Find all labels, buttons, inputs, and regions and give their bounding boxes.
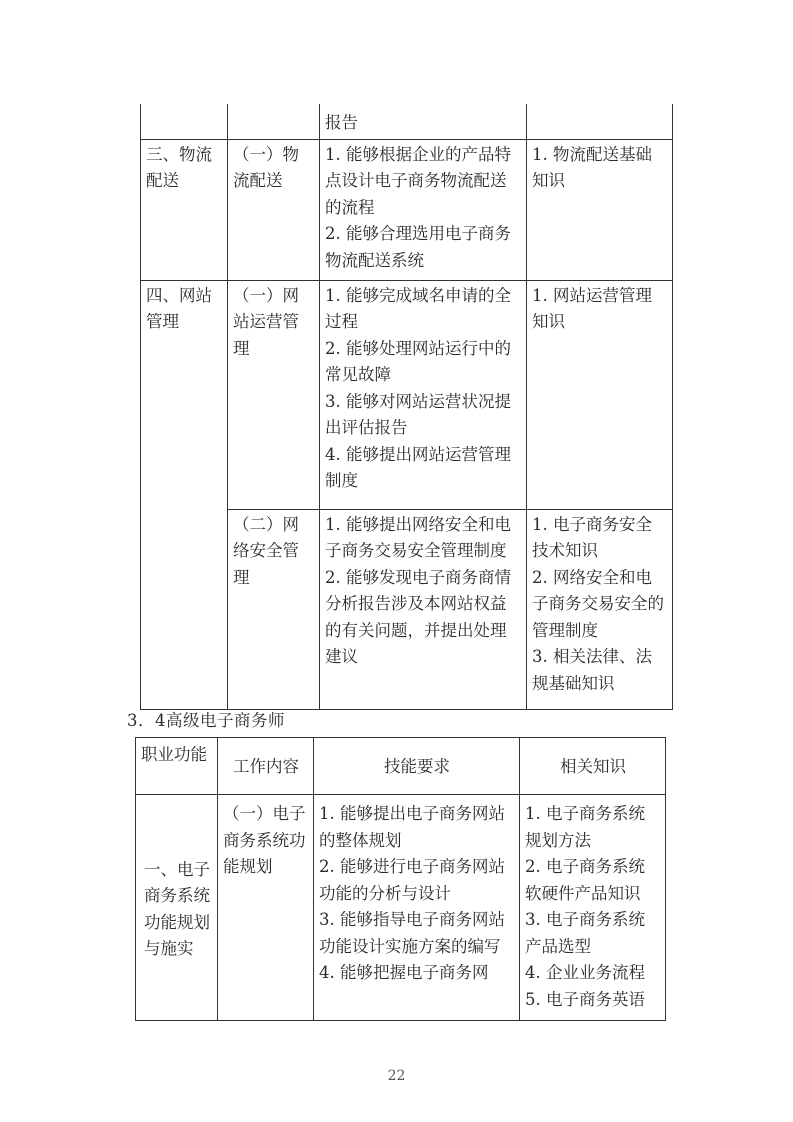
header-skills: 技能要求 xyxy=(314,738,520,795)
page-number: 22 xyxy=(387,1068,406,1084)
knowledge-cell: 1. 物流配送基础知识 xyxy=(527,139,673,280)
content-cell xyxy=(228,104,320,139)
function-cell: 一、电子商务系统功能规划与施实 xyxy=(136,795,218,1021)
skills-cell: 1. 能够完成域名申请的全过程 2. 能够处理网站运行中的常见故障 3. 能够对网站运营状况提出评估报告 4. 能够提出网站运营管理制度 xyxy=(320,280,527,509)
section-heading: 3．4高级电子商务师 xyxy=(127,711,285,730)
content-cell: （一）电子商务系统功能规划 xyxy=(218,795,314,1021)
knowledge-cell: 1. 电子商务系统规划方法 2. 电子商务系统软硬件产品知识 3. 电子商务系统产品选型 4. 企业业务流程 5. 电子商务英语 xyxy=(520,795,666,1021)
skills-cell: 1. 能够根据企业的产品特点设计电子商务物流配送的流程 2. 能够合理选用电子商务物流配送系统 xyxy=(320,139,527,280)
function-cell: 四、网站管理 xyxy=(141,280,228,709)
table-row xyxy=(141,280,673,509)
knowledge-cell: 1. 网站运营管理知识 xyxy=(527,280,673,509)
table-header-row xyxy=(136,738,666,795)
table-row xyxy=(141,139,673,280)
skills-table-continued xyxy=(140,104,673,710)
content-cell: （二）网络安全管理 xyxy=(228,509,320,709)
header-function: 职业功能 xyxy=(136,738,218,795)
header-content: 工作内容 xyxy=(218,738,314,795)
content-cell: （一）网站运营管理 xyxy=(228,280,320,509)
table-row xyxy=(141,104,673,139)
function-cell: 三、物流配送 xyxy=(141,139,228,280)
knowledge-cell: 1. 电子商务安全技术知识 2. 网络安全和电子商务交易安全的管理制度 3. 相关法律、法规基础知识 xyxy=(527,509,673,709)
content-cell: （一）物流配送 xyxy=(228,139,320,280)
senior-skills-table xyxy=(135,737,666,1021)
skills-cell: 1. 能够提出电子商务网站的整体规划 2. 能够进行电子商务网站功能的分析与设计 3. 能够指导电子商务网站功能设计实施方案的编写 4. 能够把握电子商务网 xyxy=(314,795,520,1021)
function-cell xyxy=(141,104,228,139)
skills-cell: 1. 能够提出网络安全和电子商务交易安全管理制度 2. 能够发现电子商务商情分析报告涉及本网站权益的有关问题，并提出处理建议 xyxy=(320,509,527,709)
skills-cell: 报告 xyxy=(320,104,527,139)
table-row xyxy=(136,795,666,1021)
header-knowledge: 相关知识 xyxy=(520,738,666,795)
knowledge-cell xyxy=(527,104,673,139)
